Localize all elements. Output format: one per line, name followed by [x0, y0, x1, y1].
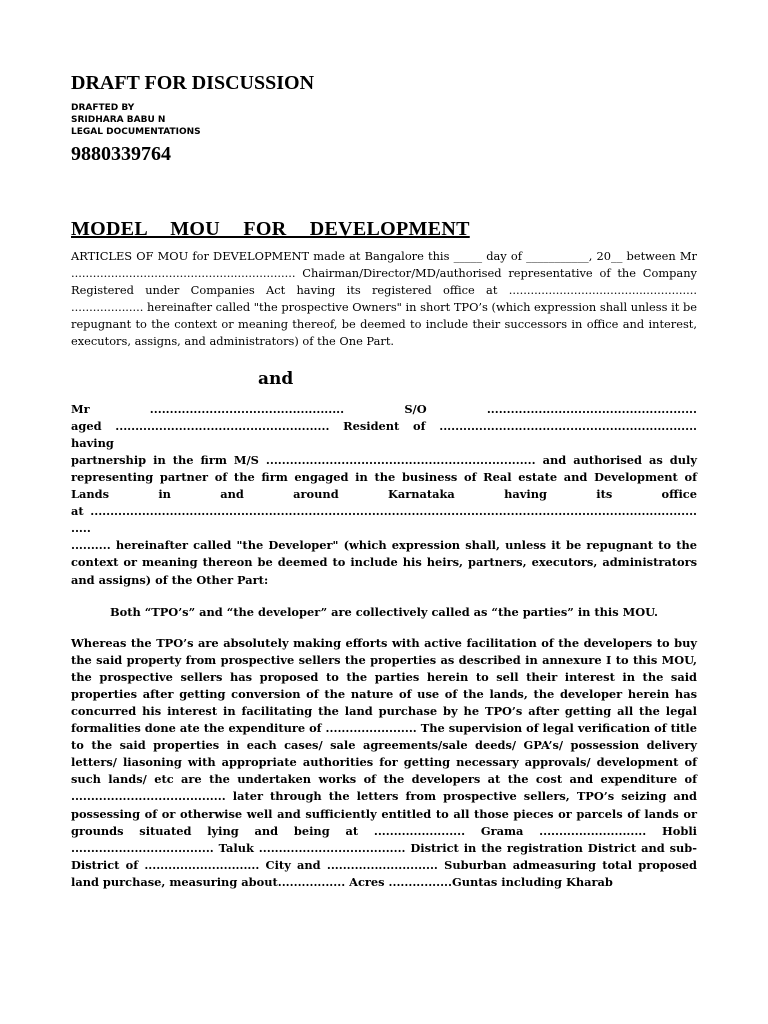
draft-title: DRAFT FOR DISCUSSION: [71, 72, 315, 94]
developer-paragraph: [71, 401, 697, 589]
whereas-paragraph: Whereas the TPO’s are absolutely making efforts with active facilitation of the developers to buy the said property from prospective sellers the properties as described in annexure I to this MOU, the prospective sellers has proposed to the parties herein to sell their interest in the said properties after getting conversion of the nature of use of the lands, the developer herein has concurred his interest in facilitating the land purchase by he TPO’s after getting all the legal formalities done ate the expenditure of ....................... The supervision of legal verification of title to the said properties in each cases/ sale agreements/sale deeds/ GPA’s/ possession delivery letters/ liasoning with appropriate authorities for getting necessary approvals/ development of such lands/ etc are the undertaken works of the developers at the cost and expenditure of ....................................... later through the letters from prospective sellers, TPO’s seizing and possessing of or otherwise well and sufficiently entitled to all those pieces or parcels of lands or grounds situated lying and being at ....................... Grama ........................... Hobli .................................... Taluk ..................................... District in the registration District and sub-District of ............................. City and ............................ Suburban admeasuring total proposed land purchase, measuring about................. Acres ................Guntas including Kharab: [71, 635, 697, 889]
developer-paragraph-rest: .......... hereinafter called "the Developer" (which expression shall, unless it be repugnant to the context or meaning thereon be deemed to include his heirs, partners, executors, administrators and assigns) of the Other Part:: [71, 538, 697, 587]
document-page: [71, 70, 697, 891]
phone-number: 9880339764: [71, 143, 171, 165]
and-heading: and: [258, 368, 294, 389]
document-title: MODEL MOU FOR DEVELOPMENT: [71, 218, 470, 240]
developer-line: Mr ................................................. S/O .....................................................: [71, 401, 697, 416]
developer-line: at ......................................................................................................................................................... .....: [71, 504, 697, 536]
intro-paragraph: ARTICLES OF MOU for DEVELOPMENT made at Bangalore this _____ day of ___________, 20__ between Mr .............................................................. Chairman/Director/MD/authorised representative of the Company Registered under Companies Act having its registered office at .................................................... .................... hereinafter called "the prospective Owners" in short TPO’s (which expression shall unless it be repugnant to the context or meaning thereof, be deemed to include their successors in office and interest, executors, assigns, and administrators) of the One Part.: [71, 249, 697, 349]
developer-line: representing partner of the firm engaged in the business of Real estate and Development of: [71, 469, 697, 484]
author-name: SRIDHARA BABU N: [71, 115, 166, 125]
drafted-by-label: DRAFTED BY: [71, 103, 135, 113]
parties-line: Both “TPO’s” and “the developer” are collectively called as “the parties” in this MOU.: [109, 604, 659, 619]
developer-line: partnership in the firm M/S .................................................................... and authorised as duly: [71, 452, 697, 467]
developer-line: Lands in and around Karnataka having its office: [71, 487, 697, 502]
developer-line: aged ...................................................... Resident of ................................................................. having: [71, 418, 697, 450]
author-role: LEGAL DOCUMENTATIONS: [71, 127, 201, 137]
